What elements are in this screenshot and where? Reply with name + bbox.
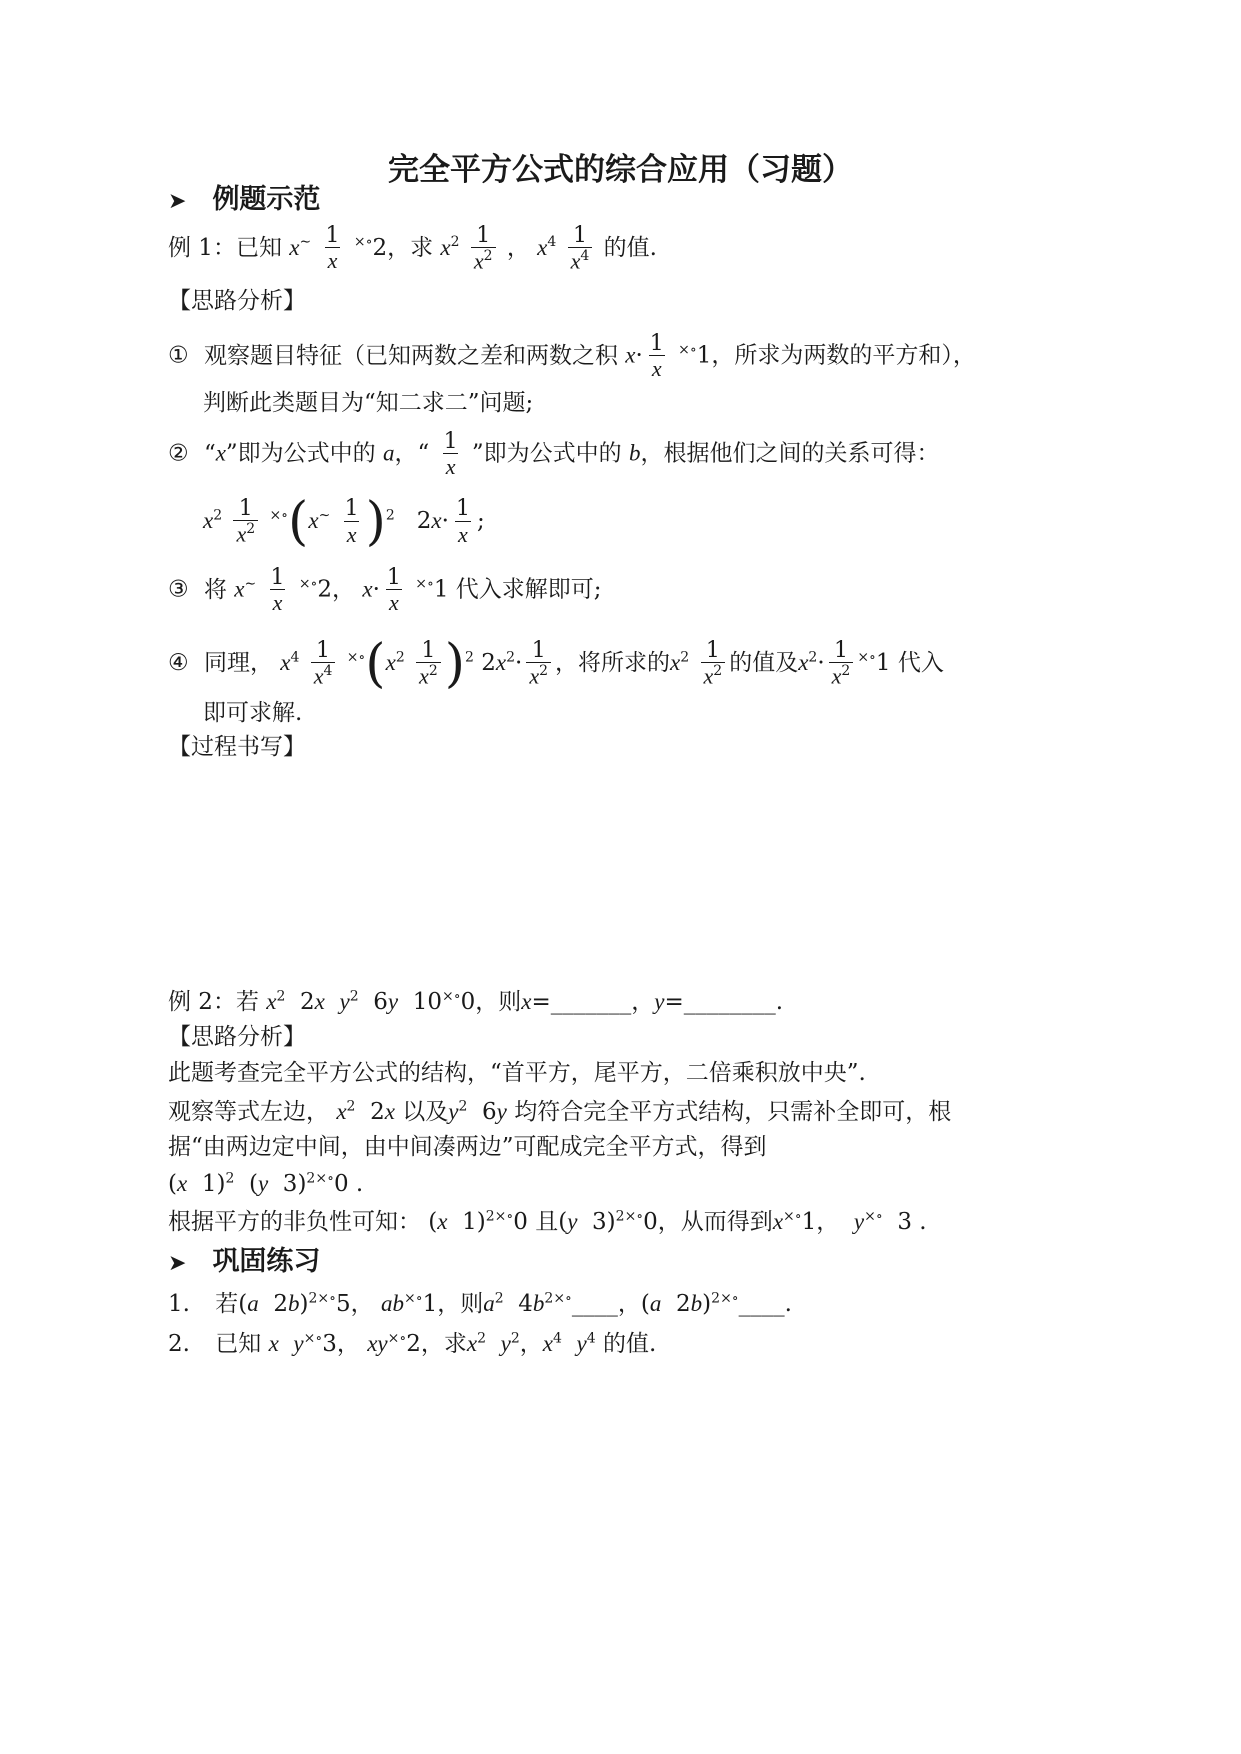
section-heading-examples (168, 184, 320, 216)
text: ， (506, 234, 530, 261)
fraction: $\frac{1}{x^2}$ (416, 639, 441, 689)
example-2-line: 例 2：若 $x^2$ 2x $y^2$ 6y 10×∘0，则x=_______，y=________. (168, 988, 784, 1015)
answer-blank-1[interactable]: ____， (571, 1291, 641, 1317)
text: 根据平方的非负性可知： (168, 1209, 421, 1235)
fraction: $\frac{1}{x}$ (455, 496, 470, 547)
example-1-prefix: 例 1：已知 (168, 234, 282, 261)
problem-number: 1. (168, 1291, 190, 1317)
fraction: $\frac{1}{x}$ (649, 331, 664, 382)
fraction: $\frac{1}{x^4}$ (568, 224, 593, 274)
text: 例 2：若 (168, 989, 259, 1015)
text: 观察等式左边， (168, 1099, 329, 1125)
text: ”即为公式中的 (225, 440, 376, 467)
answer-blank-2[interactable]: ____. (738, 1291, 792, 1317)
text: 同理， (203, 650, 273, 676)
text: 以及 (402, 1099, 449, 1125)
analysis-2-line-5: 根据平方的非负性可知： (x 1)$^{2\times\circ}$0 且(y 3)$^{2\times\circ}$0，从而得到x×∘1， y×∘ 3 . (168, 1208, 927, 1235)
text: 若 (215, 1291, 239, 1317)
section-heading-practice (168, 1246, 320, 1278)
step-number: ④ (168, 650, 189, 676)
text: 2，求 (372, 234, 434, 261)
text: 的值. (603, 234, 657, 261)
analysis-label-2: 【思路分析】 (168, 1024, 306, 1050)
text: 0 且 (513, 1209, 559, 1235)
text: 1，所求为两数的平方和）， (696, 342, 976, 369)
step-number: ① (168, 342, 189, 369)
text: 3 . (897, 1209, 927, 1235)
analysis-label-1: 【思路分析】 (168, 288, 306, 314)
text: ， (519, 1331, 543, 1357)
example-1-line: 例 1：已知 x∼ $\frac{1}{x}$ ×∘2，求 $x^2$ $\frac{1}{x^2}$ ， $x^4$ $\frac{1}{x^4}$ 的值. (168, 223, 657, 274)
fraction: $\frac{1}{x}$ (386, 565, 401, 616)
text: ，“ (394, 440, 430, 467)
analysis-2-line-3: 据“由两边定中间，由中间凑两边”可配成完全平方式，得到 (168, 1134, 767, 1160)
step-1-line-2: 判断此类题目为“知二求二”问题; (203, 390, 534, 416)
process-label: 【过程书写】 (168, 734, 306, 760)
text: “ (203, 440, 216, 467)
fraction: $\frac{1}{x}$ (270, 565, 285, 616)
text: 已知 (215, 1331, 262, 1357)
text: 0，从而得到 (643, 1209, 773, 1235)
fraction: $\frac{1}{x^2}$ (233, 497, 258, 547)
arrow-bullet-icon: ➤ (168, 189, 187, 214)
arrow-bullet-icon: ➤ (168, 1251, 187, 1276)
fraction: $\frac{1}{x^2}$ (471, 224, 496, 274)
text: 1，则 (422, 1291, 484, 1317)
text: 的值及 (729, 650, 799, 676)
answer-blank-x[interactable]: =_______， (531, 989, 655, 1015)
text: 2， (317, 576, 356, 603)
text: 3， (322, 1331, 360, 1357)
analysis-2-line-2: 观察等式左边， $x^2$ 2x 以及$y^2$ 6y 均符合完全平方式结构，只需补全即可，根 (168, 1098, 952, 1125)
page-title: 完全平方公式的综合应用（习题） (388, 152, 853, 188)
practice-1: 1. 若(a 2b)$^{2\times\circ}$5， ab×∘1，则$a^2$ $4b^{2\times\circ}\_\_\_\_$，(a 2b)$^{2\times\circ}$____. (168, 1290, 792, 1317)
text: 5， (336, 1291, 374, 1317)
step-1-line: ① 观察题目特征（已知两数之差和两数之积 x· $\frac{1}{x}$ ×∘1，所求为两数的平方和）， (168, 331, 976, 382)
answer-blank-y[interactable]: =________. (664, 989, 784, 1015)
step-4-line: ④ 同理， $x^4$ $\frac{1}{x^4}$ $^{\times\circ}(x^2$ $\frac{1}{x^2}$ )$^2$ $2x^2\cdot$ $\frac{1}{x^2}$ ，将所求的$x^2$ $\frac{1}{x^2}$ 的值及$x^2\cdot$ $\frac{1}{x^2}$ ×∘1 代入 (168, 634, 944, 694)
text: ，将所求的 (555, 650, 671, 676)
fraction: $\frac{1}{x^4}$ (311, 639, 336, 689)
fraction: $\frac{1}{x}$ (325, 223, 340, 274)
section-title: 巩固练习 (212, 1246, 321, 1277)
text: 2，求 (406, 1331, 467, 1357)
text: 的值. (602, 1331, 657, 1357)
text: ，根据他们之间的关系可得： (640, 440, 940, 467)
step-4-line-2: 即可求解. (203, 700, 303, 726)
practice-2: 2. 已知 x y×∘3， xy×∘2，求$x^2$ $y^2$，$x^4$ $y^4$ 的值. (168, 1330, 657, 1357)
step-number: ③ (168, 576, 189, 603)
text: 将 (203, 576, 227, 603)
fraction: $\frac{1}{x^2}$ (829, 639, 854, 689)
text: 观察题目特征（已知两数之差和两数之积 (203, 342, 618, 369)
fraction: $\frac{1}{x^2}$ (526, 639, 551, 689)
fraction: $\frac{1}{x}$ (443, 429, 458, 480)
text: 1， (801, 1209, 840, 1235)
section-title: 例题示范 (212, 184, 321, 215)
fraction: $\frac{1}{x}$ (344, 496, 359, 547)
step-2-line: ② “x”即为公式中的 a，“ $\frac{1}{x}$ ”即为公式中的 b，根据他们之间的关系可得： (168, 429, 940, 480)
step-3-line: ③ 将 x∼ $\frac{1}{x}$ ×∘2， x· $\frac{1}{x}$ ×∘1 代入求解即可; (168, 565, 602, 616)
fraction: $\frac{1}{x^2}$ (701, 639, 726, 689)
text: 1 代入 (875, 650, 944, 676)
step-number: ② (168, 440, 189, 467)
text: 0，则 (460, 989, 522, 1015)
text: 均符合完全平方式结构，只需补全即可，根 (514, 1099, 952, 1125)
text: 1 代入求解即可; (433, 576, 602, 603)
analysis-2-line-4: (x 1)$^2$ (y 3)$^{2\times\circ}$0 . (168, 1170, 364, 1197)
problem-number: 2. (168, 1331, 190, 1357)
step-2-formula: $x^2$ $\frac{1}{x^2}$ ×∘(x∼ $\frac{1}{x}$ )$^2$ 2x· $\frac{1}{x}$ ; (203, 492, 485, 552)
analysis-2-line-1: 此题考查完全平方公式的结构，“首平方，尾平方，二倍乘积放中央”. (168, 1060, 866, 1086)
text: ”即为公式中的 (471, 440, 622, 467)
